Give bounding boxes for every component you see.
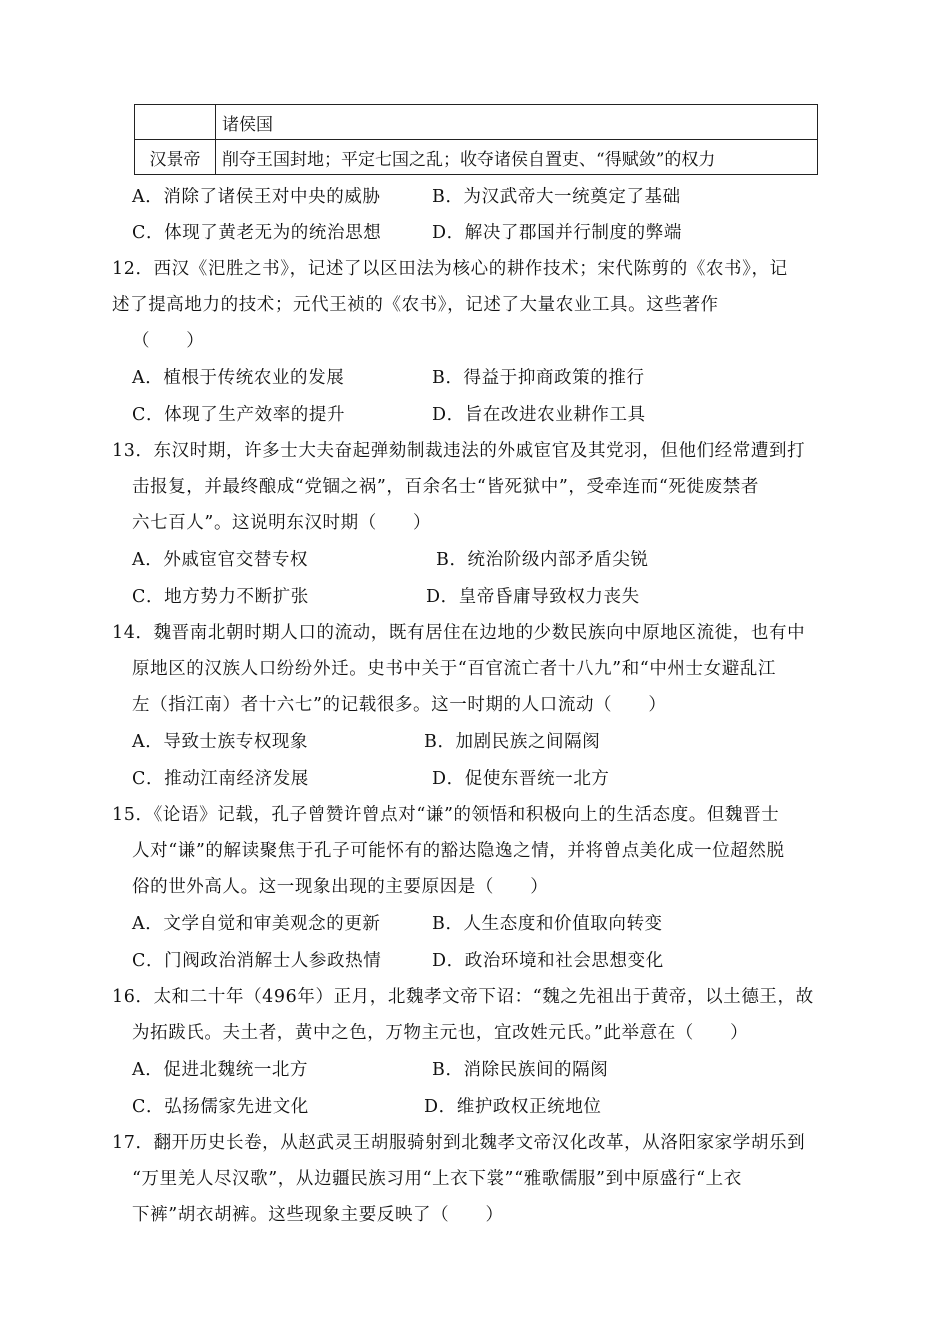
table-cell-label: 汉景帝 [135, 140, 216, 175]
q14-stem-line1: 14．魏晋南北朝时期人口的流动，既有居住在边地的少数民族向中原地区流徙，也有中 [112, 623, 806, 643]
q16-option-a: A．促进北魏统一北方 [132, 1060, 309, 1080]
q13-stem-line2: 击报复，并最终酿成“党锢之祸”，百余名士“皆死狱中”，受牵连而“死徙废禁者 [132, 477, 759, 497]
q13-option-a: A．外戚宦官交替专权 [132, 550, 309, 570]
q15-option-d: D．政治环境和社会思想变化 [432, 951, 664, 971]
q16-option-b: B．消除民族间的隔阂 [432, 1060, 609, 1080]
q12-option-d: D．旨在改进农业耕作工具 [432, 405, 646, 425]
q13-option-b: B．统治阶级内部矛盾尖锐 [436, 550, 649, 570]
policy-table [134, 104, 818, 175]
q17-stem-line1: 17．翻开历史长卷，从赵武灵王胡服骑射到北魏孝文帝汉化改革，从洛阳家家学胡乐到 [112, 1133, 806, 1153]
q14-option-a: A．导致士族专权现象 [132, 732, 309, 752]
q11-option-b: B．为汉武帝大一统奠定了基础 [432, 187, 681, 207]
table-cell-content: 削夺王国封地；平定七国之乱；收夺诸侯自置吏、“得赋敛”的权力 [216, 140, 818, 175]
q15-option-c: C．门阀政治消解士人参政热情 [132, 951, 382, 971]
table-row [135, 140, 818, 175]
q12-option-c: C．体现了生产效率的提升 [132, 405, 346, 425]
q14-option-d: D．促使东晋统一北方 [432, 769, 610, 789]
table-cell-label [135, 105, 216, 140]
q13-option-c: C．地方势力不断扩张 [132, 587, 309, 607]
q15-stem-line3: 俗的世外高人。这一现象出现的主要原因是（ ） [132, 877, 549, 897]
q15-option-a: A．文学自觉和审美观念的更新 [132, 914, 381, 934]
q14-stem-line3: 左（指江南）者十六七”的记载很多。这一时期的人口流动（ ） [132, 695, 667, 715]
q14-option-b: B．加剧民族之间隔阂 [424, 732, 601, 752]
q14-stem-line2: 原地区的汉族人口纷纷外迁。史书中关于“百官流亡者十八九”和“中州士女避乱江 [132, 659, 777, 679]
q15-stem-line1: 15．《论语》记载，孔子曾赞许曾点对“谦”的领悟和积极向上的生活态度。但魏晋士 [112, 805, 780, 825]
q17-stem-line3: 下裤”胡衣胡裤。这些现象主要反映了（ ） [132, 1205, 504, 1225]
q16-stem-line2: 为拓跋氏。夫土者，黄中之色，万物主元也，宜改姓元氏。”此举意在（ ） [132, 1023, 749, 1043]
q16-option-c: C．弘扬儒家先进文化 [132, 1097, 309, 1117]
q12-option-a: A．植根于传统农业的发展 [132, 368, 345, 388]
q11-option-c: C．体现了黄老无为的统治思想 [132, 223, 382, 243]
q11-option-a: A．消除了诸侯王对中央的威胁 [132, 187, 381, 207]
q13-option-d: D．皇帝昏庸导致权力丧失 [426, 587, 640, 607]
q14-option-c: C．推动江南经济发展 [132, 769, 309, 789]
q16-option-d: D．维护政权正统地位 [424, 1097, 602, 1117]
q12-stem-line3: （ ） [132, 331, 205, 351]
q13-stem-line3: 六七百人”。这说明东汉时期（ ） [132, 513, 432, 533]
q12-stem-line1: 12．西汉《汜胜之书》，记述了以区田法为核心的耕作技术；宋代陈剪的《农书》，记 [112, 259, 788, 279]
q13-stem-line1: 13．东汉时期，许多士大夫奋起弹劾制裁违法的外戚宦官及其党羽，但他们经常遭到打 [112, 441, 806, 461]
q15-stem-line2: 人对“谦”的解读聚焦于孔子可能怀有的豁达隐逸之情，并将曾点美化成一位超然脱 [132, 841, 785, 861]
q12-option-b: B．得益于抑商政策的推行 [432, 368, 645, 388]
q15-option-b: B．人生态度和价值取向转变 [432, 914, 663, 934]
table-row [135, 105, 818, 140]
q12-stem-line2: 述了提高地力的技术；元代王祯的《农书》，记述了大量农业工具。这些著作 [112, 295, 719, 315]
table-cell-content: 诸侯国 [216, 105, 818, 140]
q17-stem-line2: “万里羌人尽汉歌”，从边疆民族习用“上衣下裳”“雅歌儒服”到中原盛行“上衣 [132, 1169, 742, 1189]
q16-stem-line1: 16．太和二十年（496年）正月，北魏孝文帝下诏：“魏之先祖出于黄帝，以土德王，故 [112, 987, 814, 1007]
q11-option-d: D．解决了郡国并行制度的弊端 [432, 223, 682, 243]
